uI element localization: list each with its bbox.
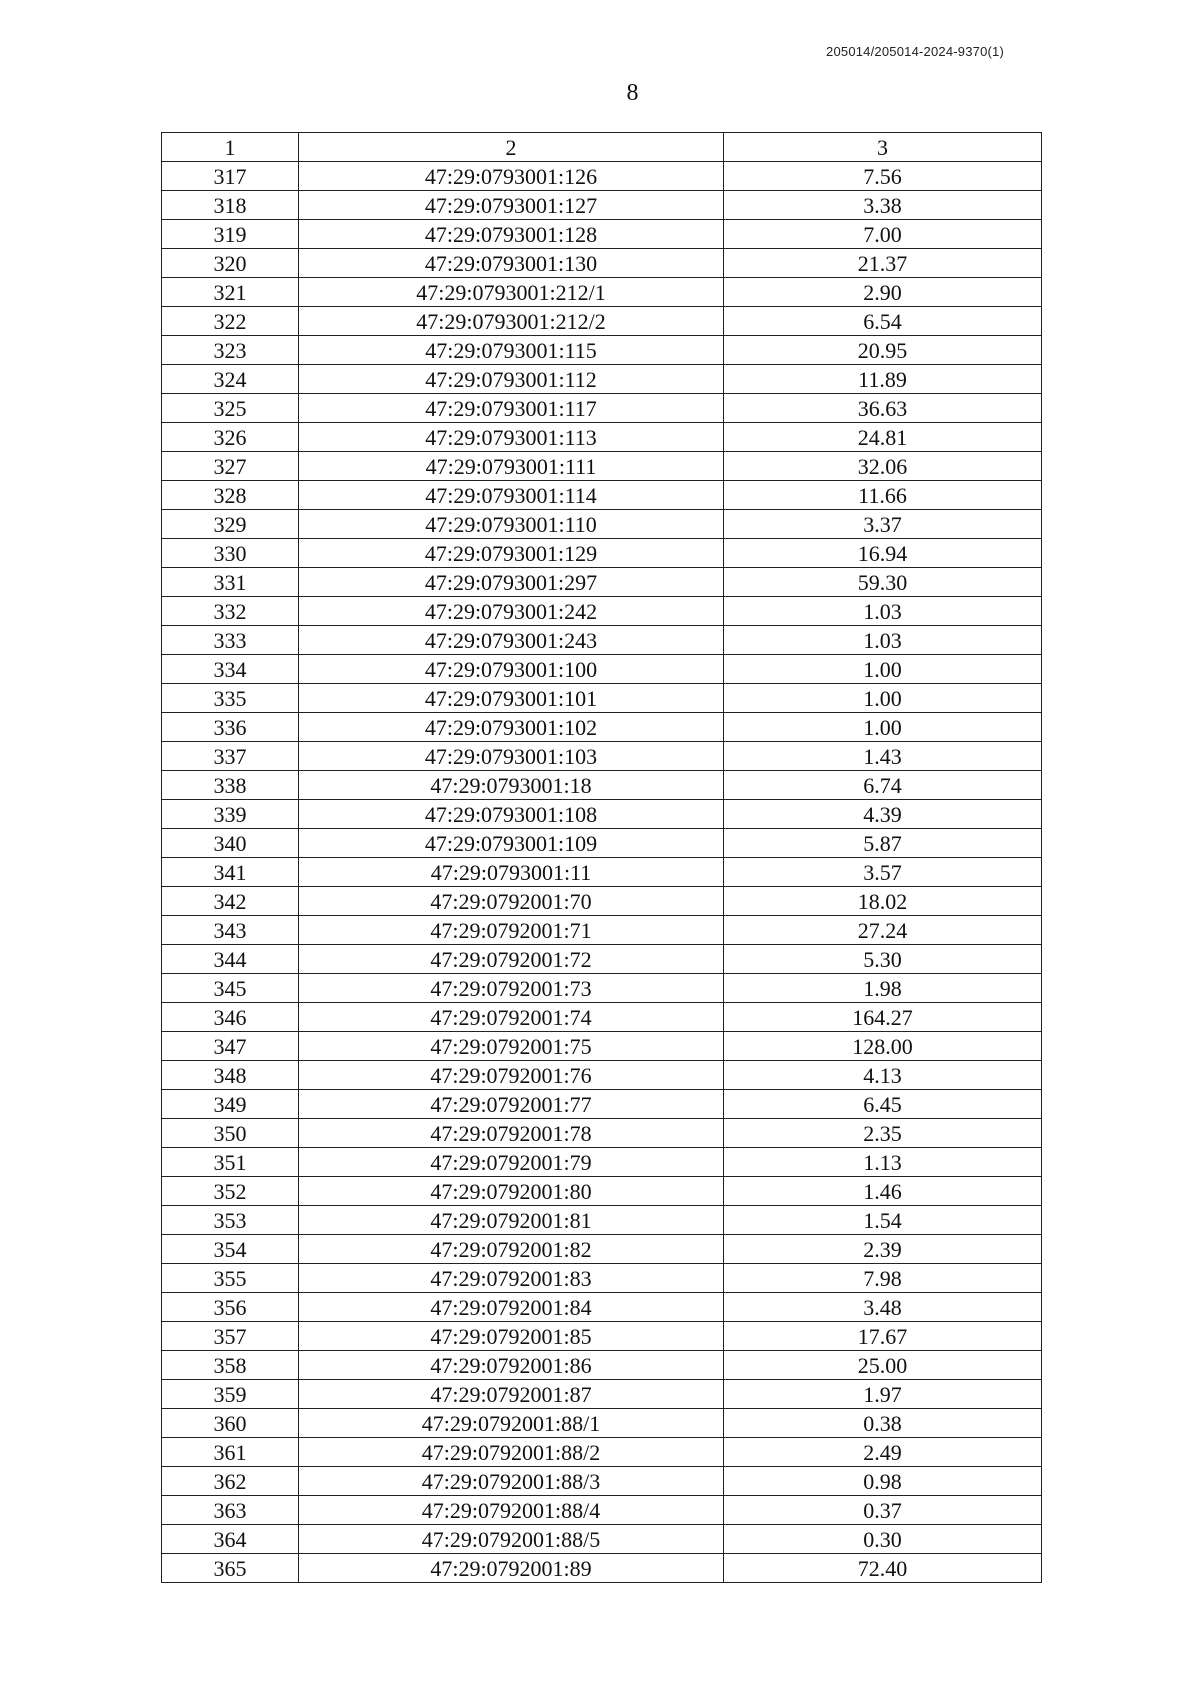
- row-number-cell: 343: [162, 916, 299, 945]
- row-number-cell: 330: [162, 539, 299, 568]
- area-value-cell: 27.24: [724, 916, 1042, 945]
- row-number-cell: 344: [162, 945, 299, 974]
- area-value-cell: 16.94: [724, 539, 1042, 568]
- table-row: [162, 655, 1042, 684]
- row-number-cell: 361: [162, 1438, 299, 1467]
- cadastral-number-cell: 47:29:0792001:74: [299, 1003, 724, 1032]
- cadastral-number-cell: 47:29:0792001:88/5: [299, 1525, 724, 1554]
- cadastral-number-cell: 47:29:0792001:78: [299, 1119, 724, 1148]
- table-row: [162, 626, 1042, 655]
- table-row: [162, 1554, 1042, 1583]
- area-value-cell: 1.54: [724, 1206, 1042, 1235]
- table-row: [162, 1177, 1042, 1206]
- row-number-cell: 327: [162, 452, 299, 481]
- cadastral-number-cell: 47:29:0792001:89: [299, 1554, 724, 1583]
- table-row: [162, 452, 1042, 481]
- row-number-cell: 351: [162, 1148, 299, 1177]
- table-header-row: [162, 133, 1042, 162]
- table-row: [162, 858, 1042, 887]
- table-row: [162, 713, 1042, 742]
- table-row: [162, 423, 1042, 452]
- table-body: [162, 162, 1042, 1583]
- row-number-cell: 323: [162, 336, 299, 365]
- cadastral-number-cell: 47:29:0793001:117: [299, 394, 724, 423]
- row-number-cell: 350: [162, 1119, 299, 1148]
- cadastral-number-cell: 47:29:0792001:80: [299, 1177, 724, 1206]
- table-row: [162, 307, 1042, 336]
- row-number-cell: 340: [162, 829, 299, 858]
- area-value-cell: 1.97: [724, 1380, 1042, 1409]
- cadastral-number-cell: 47:29:0793001:108: [299, 800, 724, 829]
- area-value-cell: 7.56: [724, 162, 1042, 191]
- table-row: [162, 1206, 1042, 1235]
- table-row: [162, 394, 1042, 423]
- table-row: [162, 887, 1042, 916]
- cadastral-number-cell: 47:29:0793001:113: [299, 423, 724, 452]
- column-header-2: 2: [299, 133, 724, 162]
- table-row: [162, 1061, 1042, 1090]
- cadastral-number-cell: 47:29:0793001:128: [299, 220, 724, 249]
- table-row: [162, 742, 1042, 771]
- area-value-cell: 2.39: [724, 1235, 1042, 1264]
- table-row: [162, 539, 1042, 568]
- column-header-3: 3: [724, 133, 1042, 162]
- area-value-cell: 7.00: [724, 220, 1042, 249]
- area-value-cell: 3.37: [724, 510, 1042, 539]
- table-row: [162, 1003, 1042, 1032]
- table-row: [162, 220, 1042, 249]
- table-row: [162, 945, 1042, 974]
- row-number-cell: 341: [162, 858, 299, 887]
- row-number-cell: 356: [162, 1293, 299, 1322]
- cadastral-number-cell: 47:29:0792001:88/4: [299, 1496, 724, 1525]
- row-number-cell: 336: [162, 713, 299, 742]
- area-value-cell: 0.30: [724, 1525, 1042, 1554]
- table-row: [162, 1148, 1042, 1177]
- cadastral-number-cell: 47:29:0792001:88/3: [299, 1467, 724, 1496]
- area-value-cell: 25.00: [724, 1351, 1042, 1380]
- cadastral-number-cell: 47:29:0793001:112: [299, 365, 724, 394]
- row-number-cell: 333: [162, 626, 299, 655]
- row-number-cell: 325: [162, 394, 299, 423]
- cadastral-number-cell: 47:29:0793001:130: [299, 249, 724, 278]
- column-header-1: 1: [162, 133, 299, 162]
- cadastral-number-cell: 47:29:0793001:243: [299, 626, 724, 655]
- row-number-cell: 347: [162, 1032, 299, 1061]
- area-value-cell: 11.66: [724, 481, 1042, 510]
- table-row: [162, 1322, 1042, 1351]
- table-row: [162, 568, 1042, 597]
- cadastral-number-cell: 47:29:0793001:212/1: [299, 278, 724, 307]
- table-row: [162, 1351, 1042, 1380]
- cadastral-number-cell: 47:29:0793001:100: [299, 655, 724, 684]
- cadastral-number-cell: 47:29:0792001:77: [299, 1090, 724, 1119]
- area-value-cell: 4.39: [724, 800, 1042, 829]
- table-row: [162, 1293, 1042, 1322]
- cadastral-number-cell: 47:29:0793001:114: [299, 481, 724, 510]
- row-number-cell: 358: [162, 1351, 299, 1380]
- area-value-cell: 17.67: [724, 1322, 1042, 1351]
- cadastral-number-cell: 47:29:0793001:126: [299, 162, 724, 191]
- table-row: [162, 771, 1042, 800]
- row-number-cell: 339: [162, 800, 299, 829]
- row-number-cell: 332: [162, 597, 299, 626]
- row-number-cell: 359: [162, 1380, 299, 1409]
- area-value-cell: 3.57: [724, 858, 1042, 887]
- row-number-cell: 338: [162, 771, 299, 800]
- area-value-cell: 1.00: [724, 713, 1042, 742]
- cadastral-number-cell: 47:29:0792001:86: [299, 1351, 724, 1380]
- area-value-cell: 2.35: [724, 1119, 1042, 1148]
- area-value-cell: 2.49: [724, 1438, 1042, 1467]
- table-row: [162, 1409, 1042, 1438]
- area-value-cell: 18.02: [724, 887, 1042, 916]
- row-number-cell: 328: [162, 481, 299, 510]
- area-value-cell: 4.13: [724, 1061, 1042, 1090]
- row-number-cell: 342: [162, 887, 299, 916]
- cadastral-number-cell: 47:29:0793001:127: [299, 191, 724, 220]
- area-value-cell: 1.03: [724, 597, 1042, 626]
- table-row: [162, 974, 1042, 1003]
- cadastral-number-cell: 47:29:0792001:81: [299, 1206, 724, 1235]
- document-id: 205014/205014-2024-9370(1): [826, 44, 1004, 59]
- cadastral-number-cell: 47:29:0792001:85: [299, 1322, 724, 1351]
- table-row: [162, 800, 1042, 829]
- page-number: 8: [626, 80, 639, 106]
- row-number-cell: 331: [162, 568, 299, 597]
- row-number-cell: 318: [162, 191, 299, 220]
- row-number-cell: 354: [162, 1235, 299, 1264]
- row-number-cell: 321: [162, 278, 299, 307]
- table-row: [162, 1032, 1042, 1061]
- table-row: [162, 1119, 1042, 1148]
- row-number-cell: 352: [162, 1177, 299, 1206]
- row-number-cell: 334: [162, 655, 299, 684]
- table-row: [162, 1496, 1042, 1525]
- table-row: [162, 684, 1042, 713]
- area-value-cell: 0.38: [724, 1409, 1042, 1438]
- table-row: [162, 1235, 1042, 1264]
- area-value-cell: 1.00: [724, 655, 1042, 684]
- table-row: [162, 916, 1042, 945]
- cadastral-number-cell: 47:29:0793001:109: [299, 829, 724, 858]
- cadastral-number-cell: 47:29:0792001:87: [299, 1380, 724, 1409]
- row-number-cell: 319: [162, 220, 299, 249]
- row-number-cell: 322: [162, 307, 299, 336]
- area-value-cell: 7.98: [724, 1264, 1042, 1293]
- cadastral-number-cell: 47:29:0792001:88/1: [299, 1409, 724, 1438]
- cadastral-number-cell: 47:29:0792001:75: [299, 1032, 724, 1061]
- area-value-cell: 128.00: [724, 1032, 1042, 1061]
- area-value-cell: 59.30: [724, 568, 1042, 597]
- cadastral-number-cell: 47:29:0792001:76: [299, 1061, 724, 1090]
- cadastral-number-cell: 47:29:0793001:103: [299, 742, 724, 771]
- table-row: [162, 162, 1042, 191]
- row-number-cell: 363: [162, 1496, 299, 1525]
- table-row: [162, 249, 1042, 278]
- cadastral-number-cell: 47:29:0793001:242: [299, 597, 724, 626]
- cadastral-number-cell: 47:29:0793001:110: [299, 510, 724, 539]
- row-number-cell: 360: [162, 1409, 299, 1438]
- cadastral-number-cell: 47:29:0792001:70: [299, 887, 724, 916]
- table-row: [162, 829, 1042, 858]
- row-number-cell: 355: [162, 1264, 299, 1293]
- table-row: [162, 1525, 1042, 1554]
- table-header: [162, 133, 1042, 162]
- cadastral-number-cell: 47:29:0792001:71: [299, 916, 724, 945]
- table-row: [162, 191, 1042, 220]
- area-value-cell: 72.40: [724, 1554, 1042, 1583]
- area-value-cell: 6.54: [724, 307, 1042, 336]
- cadastral-number-cell: 47:29:0793001:129: [299, 539, 724, 568]
- row-number-cell: 357: [162, 1322, 299, 1351]
- cadastral-number-cell: 47:29:0793001:212/2: [299, 307, 724, 336]
- cadastral-number-cell: 47:29:0793001:115: [299, 336, 724, 365]
- cadastral-number-cell: 47:29:0792001:73: [299, 974, 724, 1003]
- area-value-cell: 2.90: [724, 278, 1042, 307]
- cadastral-number-cell: 47:29:0793001:18: [299, 771, 724, 800]
- cadastral-number-cell: 47:29:0793001:11: [299, 858, 724, 887]
- row-number-cell: 364: [162, 1525, 299, 1554]
- area-value-cell: 164.27: [724, 1003, 1042, 1032]
- table-row: [162, 1467, 1042, 1496]
- area-value-cell: 0.37: [724, 1496, 1042, 1525]
- area-value-cell: 1.03: [724, 626, 1042, 655]
- cadastral-number-cell: 47:29:0792001:83: [299, 1264, 724, 1293]
- table-row: [162, 481, 1042, 510]
- area-value-cell: 32.06: [724, 452, 1042, 481]
- cadastral-number-cell: 47:29:0792001:84: [299, 1293, 724, 1322]
- cadastral-number-cell: 47:29:0792001:79: [299, 1148, 724, 1177]
- cadastral-number-cell: 47:29:0793001:111: [299, 452, 724, 481]
- area-value-cell: 1.46: [724, 1177, 1042, 1206]
- row-number-cell: 365: [162, 1554, 299, 1583]
- table-row: [162, 510, 1042, 539]
- parcel-table: [161, 132, 1042, 1583]
- area-value-cell: 20.95: [724, 336, 1042, 365]
- table-row: [162, 1264, 1042, 1293]
- table-row: [162, 597, 1042, 626]
- table-row: [162, 365, 1042, 394]
- row-number-cell: 324: [162, 365, 299, 394]
- row-number-cell: 317: [162, 162, 299, 191]
- area-value-cell: 3.38: [724, 191, 1042, 220]
- area-value-cell: 1.00: [724, 684, 1042, 713]
- row-number-cell: 349: [162, 1090, 299, 1119]
- table-row: [162, 336, 1042, 365]
- row-number-cell: 362: [162, 1467, 299, 1496]
- table-row: [162, 1380, 1042, 1409]
- area-value-cell: 0.98: [724, 1467, 1042, 1496]
- area-value-cell: 24.81: [724, 423, 1042, 452]
- row-number-cell: 335: [162, 684, 299, 713]
- table-row: [162, 1090, 1042, 1119]
- cadastral-number-cell: 47:29:0792001:88/2: [299, 1438, 724, 1467]
- row-number-cell: 326: [162, 423, 299, 452]
- area-value-cell: 1.13: [724, 1148, 1042, 1177]
- area-value-cell: 1.98: [724, 974, 1042, 1003]
- area-value-cell: 11.89: [724, 365, 1042, 394]
- area-value-cell: 3.48: [724, 1293, 1042, 1322]
- cadastral-number-cell: 47:29:0792001:72: [299, 945, 724, 974]
- row-number-cell: 353: [162, 1206, 299, 1235]
- row-number-cell: 345: [162, 974, 299, 1003]
- cadastral-number-cell: 47:29:0793001:102: [299, 713, 724, 742]
- table-row: [162, 1438, 1042, 1467]
- area-value-cell: 5.87: [724, 829, 1042, 858]
- row-number-cell: 337: [162, 742, 299, 771]
- cadastral-number-cell: 47:29:0792001:82: [299, 1235, 724, 1264]
- area-value-cell: 5.30: [724, 945, 1042, 974]
- area-value-cell: 6.45: [724, 1090, 1042, 1119]
- cadastral-number-cell: 47:29:0793001:297: [299, 568, 724, 597]
- cadastral-number-cell: 47:29:0793001:101: [299, 684, 724, 713]
- row-number-cell: 346: [162, 1003, 299, 1032]
- row-number-cell: 348: [162, 1061, 299, 1090]
- area-value-cell: 36.63: [724, 394, 1042, 423]
- table-row: [162, 278, 1042, 307]
- row-number-cell: 320: [162, 249, 299, 278]
- area-value-cell: 6.74: [724, 771, 1042, 800]
- row-number-cell: 329: [162, 510, 299, 539]
- area-value-cell: 1.43: [724, 742, 1042, 771]
- area-value-cell: 21.37: [724, 249, 1042, 278]
